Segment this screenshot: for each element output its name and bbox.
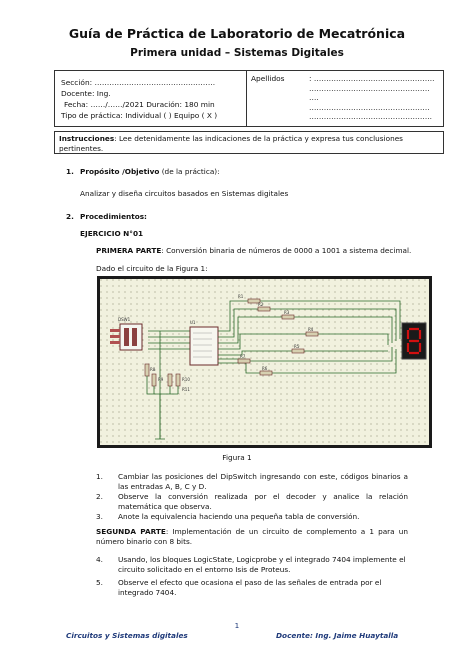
- decoder-ic: [190, 320, 218, 365]
- circuit-label: U1: [190, 320, 196, 325]
- circuit-label: R1: [238, 294, 244, 299]
- info-left: [55, 71, 247, 126]
- segunda-parte: [96, 527, 408, 547]
- page-title: Guía de Práctica de Laboratorio de Mecatrónica: [68, 26, 406, 41]
- circuit-label: R9: [158, 377, 164, 382]
- apellidos-line: ….: [309, 93, 319, 102]
- circuit-label: R3: [284, 310, 290, 315]
- circuit-label: R5: [294, 344, 300, 349]
- circuit-label: R4: [308, 327, 314, 332]
- section-title: Propósito /Objetivo: [80, 167, 160, 176]
- list-item: [96, 492, 408, 512]
- page-number: 1: [234, 621, 240, 630]
- step-text: Observe el efecto que ocasiona el paso de las señales de entrada por el integrado 7404.: [118, 578, 382, 597]
- seccion-field[interactable]: Sección: ………………………………………….: [61, 78, 216, 87]
- step-number: 2.: [96, 492, 103, 501]
- step-text: Observe la conversión realizada por el decoder y analice la relación matemática que observa.: [118, 492, 408, 511]
- instructions-box: [54, 131, 444, 154]
- part-text: : Implementación de un circuito de complemento a 1 para un número binario con 8 bits.: [96, 527, 408, 546]
- primera-parte: [96, 246, 411, 256]
- instructions-label: Instrucciones: [59, 134, 115, 143]
- step-number: 5.: [96, 578, 103, 587]
- circuit-label: R2: [258, 302, 264, 307]
- part-label: SEGUNDA PARTE: [96, 527, 166, 536]
- section-number: 2.: [66, 212, 74, 221]
- objective-text: Analizar y diseña circuitos basados en Sistemas digitales: [80, 189, 289, 198]
- section2-heading: [66, 212, 147, 222]
- fecha-field[interactable]: Fecha: ……/……/2021 Duración: 180 min: [64, 100, 215, 109]
- apellidos-field[interactable]: [309, 74, 439, 122]
- section1-heading: [66, 167, 220, 177]
- exercise-title: EJERCICIO N°01: [80, 229, 144, 238]
- circuit-label: R10: [182, 377, 190, 382]
- step-text: Cambiar las posiciones del DipSwitch ingresando con este, códigos binarios a las entradas A, B, C y D.: [118, 472, 408, 491]
- apellidos-line: ………………………………………….: [309, 83, 430, 93]
- instructions-text: : Lee detenidamente las indicaciones de la práctica y expresa tus conclusiones pertinentes.: [59, 134, 403, 153]
- circuit-label: DSW1: [118, 317, 131, 322]
- page-subtitle: Primera unidad – Sistemas Digitales: [130, 47, 344, 59]
- section-title: Procedimientos:: [80, 212, 147, 221]
- list-item: [96, 512, 408, 522]
- apellidos-line: …………………………………………..: [309, 112, 432, 121]
- apellidos-line: : ………………………………………….: [309, 74, 435, 83]
- circuit-label: R11: [182, 387, 190, 392]
- step-text: Anote la equivalencia haciendo una pequeña tabla de conversión.: [118, 512, 360, 521]
- section-number: 1.: [66, 167, 74, 176]
- list-item: [96, 472, 408, 492]
- footer-course: Circuitos y Sistemas digitales: [66, 631, 188, 640]
- docente-field[interactable]: Docente: Ing.: [61, 89, 111, 98]
- footer-teacher: Docente: Ing. Jaime Huaytalla: [276, 631, 399, 640]
- part-label: PRIMERA PARTE: [96, 246, 162, 255]
- circuit-schematic: [100, 279, 429, 445]
- circuit-label: R8: [150, 367, 156, 372]
- figure-caption: Figura 1: [222, 453, 252, 462]
- step-number: 4.: [96, 555, 103, 564]
- part-text: : Conversión binaria de números de 0000 a 1001 a sistema decimal.: [161, 246, 412, 255]
- circuit-label: R6: [262, 366, 268, 371]
- circuit-label: R7: [240, 354, 246, 359]
- info-table: [54, 70, 444, 127]
- step-number: 3.: [96, 512, 103, 521]
- tipo-field[interactable]: Tipo de práctica: Individual ( ) Equipo ( X ): [61, 111, 218, 120]
- circuit-figure: [97, 276, 432, 448]
- apellidos-line: ………………………………………….: [309, 102, 430, 112]
- step-number: 1.: [96, 472, 103, 481]
- section-title-suffix: (de la práctica):: [159, 167, 220, 176]
- figure-intro: Dado el circuito de la Figura 1:: [96, 264, 208, 273]
- apellidos-label: Apellidos: [251, 74, 285, 83]
- seven-segment-display: [402, 323, 426, 359]
- list-item: [96, 578, 408, 598]
- step-list-1: [96, 472, 408, 522]
- list-item: [96, 555, 408, 575]
- step-text: Usando, los bloques LogicState, Logicprobe y el integrado 7404 implemente el circuito solicitado en el entorno Isis de Proteus.: [118, 555, 406, 574]
- info-right: [247, 71, 443, 126]
- step-list-2: [96, 555, 408, 598]
